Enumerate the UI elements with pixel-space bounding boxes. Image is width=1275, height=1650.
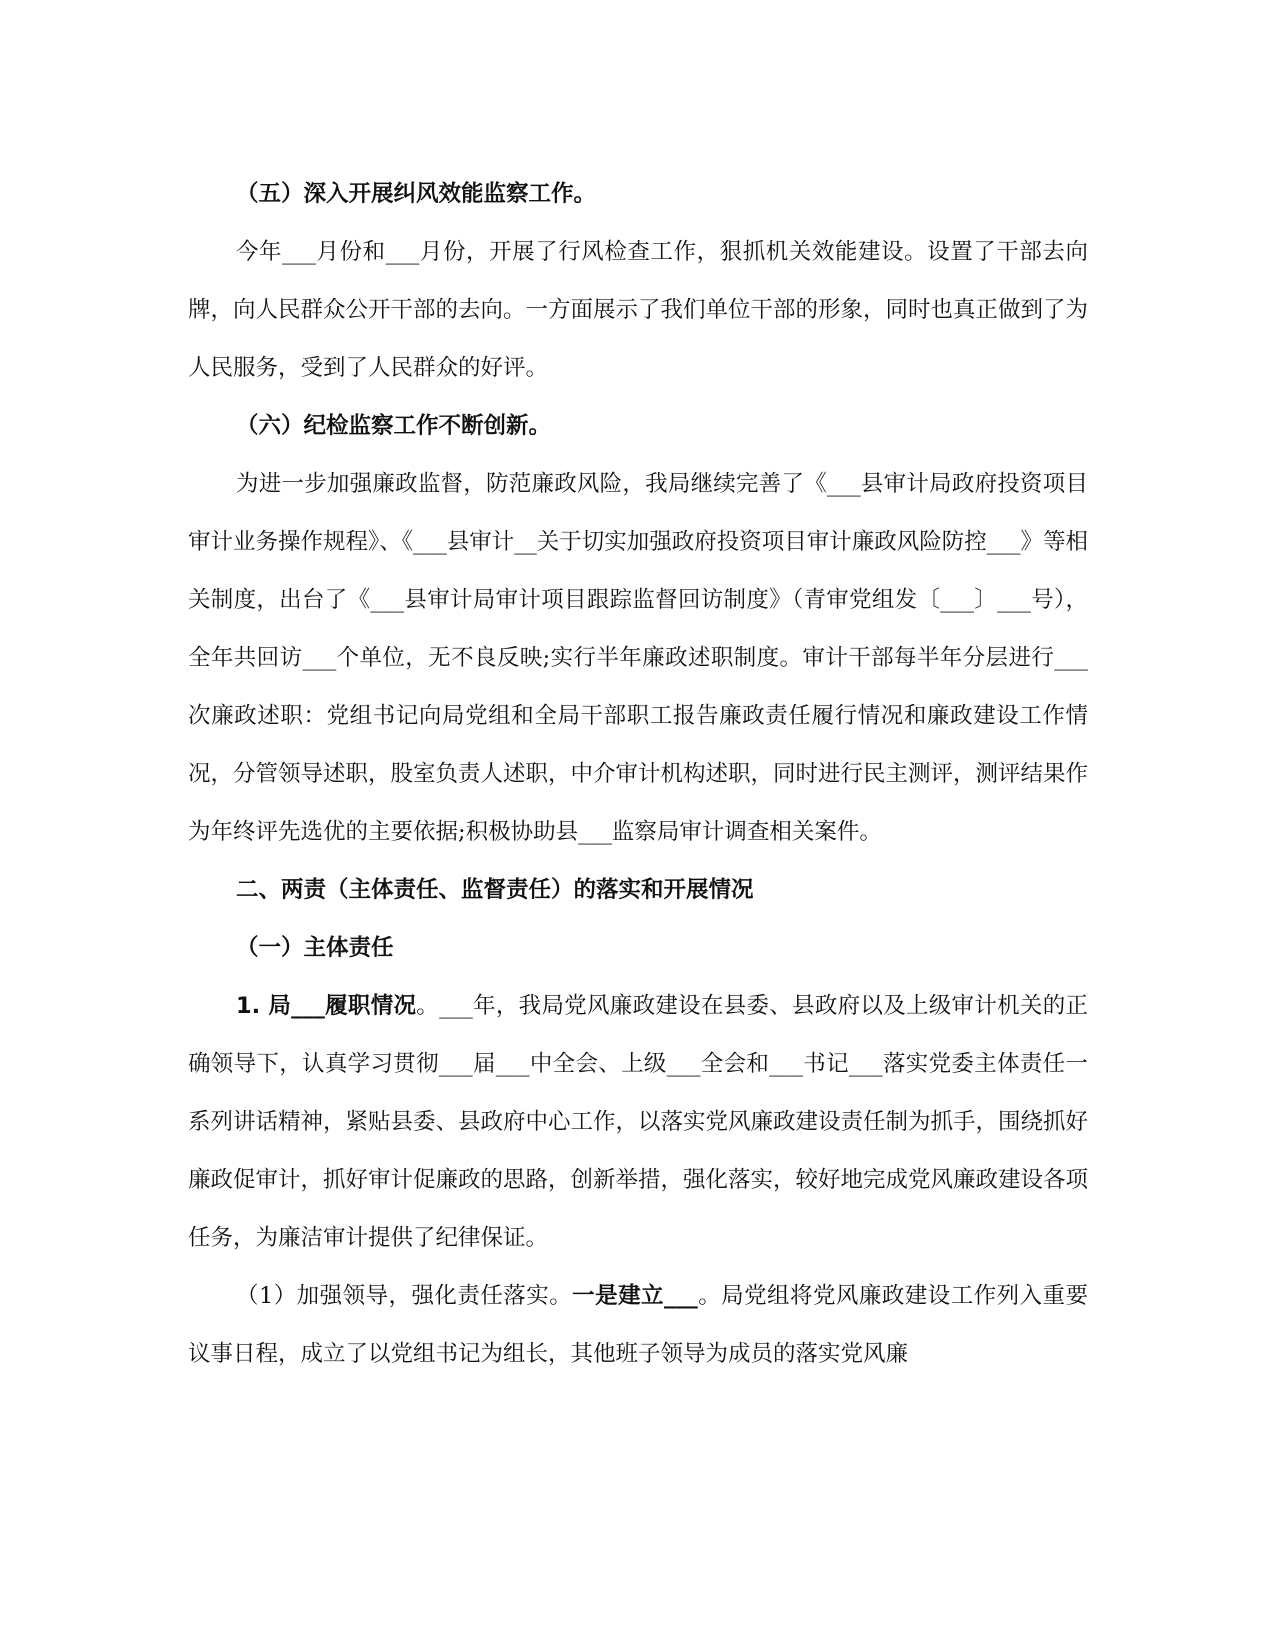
part-heading-2: 二、两责（主体责任、监督责任）的落实和开展情况 <box>236 877 754 903</box>
item-body-2: 。局党组将党风廉政建设工作列入重要议事日程，成立了以党组书记为组长，其他班子领导为成员的落实党风廉 <box>188 1283 1088 1367</box>
document-body <box>188 165 1088 1383</box>
section-paragraph-6: 为进一步加强廉政监督，防范廉政风险，我局继续完善了《___县审计局政府投资项目审计业务操作规程》、《___县审计__关于切实加强政府投资项目审计廉政风险防控___》等相关制度，出台了《___县审计局审计项目跟踪监督回访制度》（青审党组发〔___〕___号），全年共回访___个单位，无不良反映;实行半年廉政述职制度。审计干部每半年分层进行___次廉政述职：党组书记向局党组和全局干部职工报告廉政责任履行情况和廉政建设工作情况，分管领导述职，股室负责人述职，中介审计机构述职，同时进行民主测评，测评结果作为年终评先选优的主要依据;积极协助县___监察局审计调查相关案件。 <box>188 471 1089 845</box>
section-heading-5: （五）深入开展纠风效能监察工作。 <box>236 181 597 207</box>
subsection-heading-1: （一）主体责任 <box>236 935 394 961</box>
item-body-1: 。___年，我局党风廉政建设在县委、县政府以及上级审计机关的正确领导下，认真学习贯彻___届___中全会、上级___全会和___书记___落实党委主体责任一系列讲话精神，紧贴县委、县政府中心工作，以落实党风廉政建设责任制为抓手，围绕抓好廉政促审计，抓好审计促廉政的思路，创新举措，强化落实，较好地完成党风廉政建设各项任务，为廉洁审计提供了纪律保证。 <box>188 993 1089 1251</box>
section-paragraph-5: 今年___月份和___月份，开展了行风检查工作，狠抓机关效能建设。设置了干部去向牌，向人民群众公开干部的去向。一方面展示了我们单位干部的形象，同时也真正做到了为人民服务，受到了人民群众的好评。 <box>188 239 1089 381</box>
section-heading-6: （六）纪检监察工作不断创新。 <box>236 413 552 439</box>
item-bold-2: 一是建立___ <box>572 1283 698 1309</box>
item-lead-1: 1. 局___履职情况 <box>236 993 417 1019</box>
item-prefix-2: （1）加强领导，强化责任落实。 <box>236 1283 573 1309</box>
item-paragraph-2 <box>188 1267 1088 1383</box>
item-paragraph-1 <box>188 977 1088 1267</box>
